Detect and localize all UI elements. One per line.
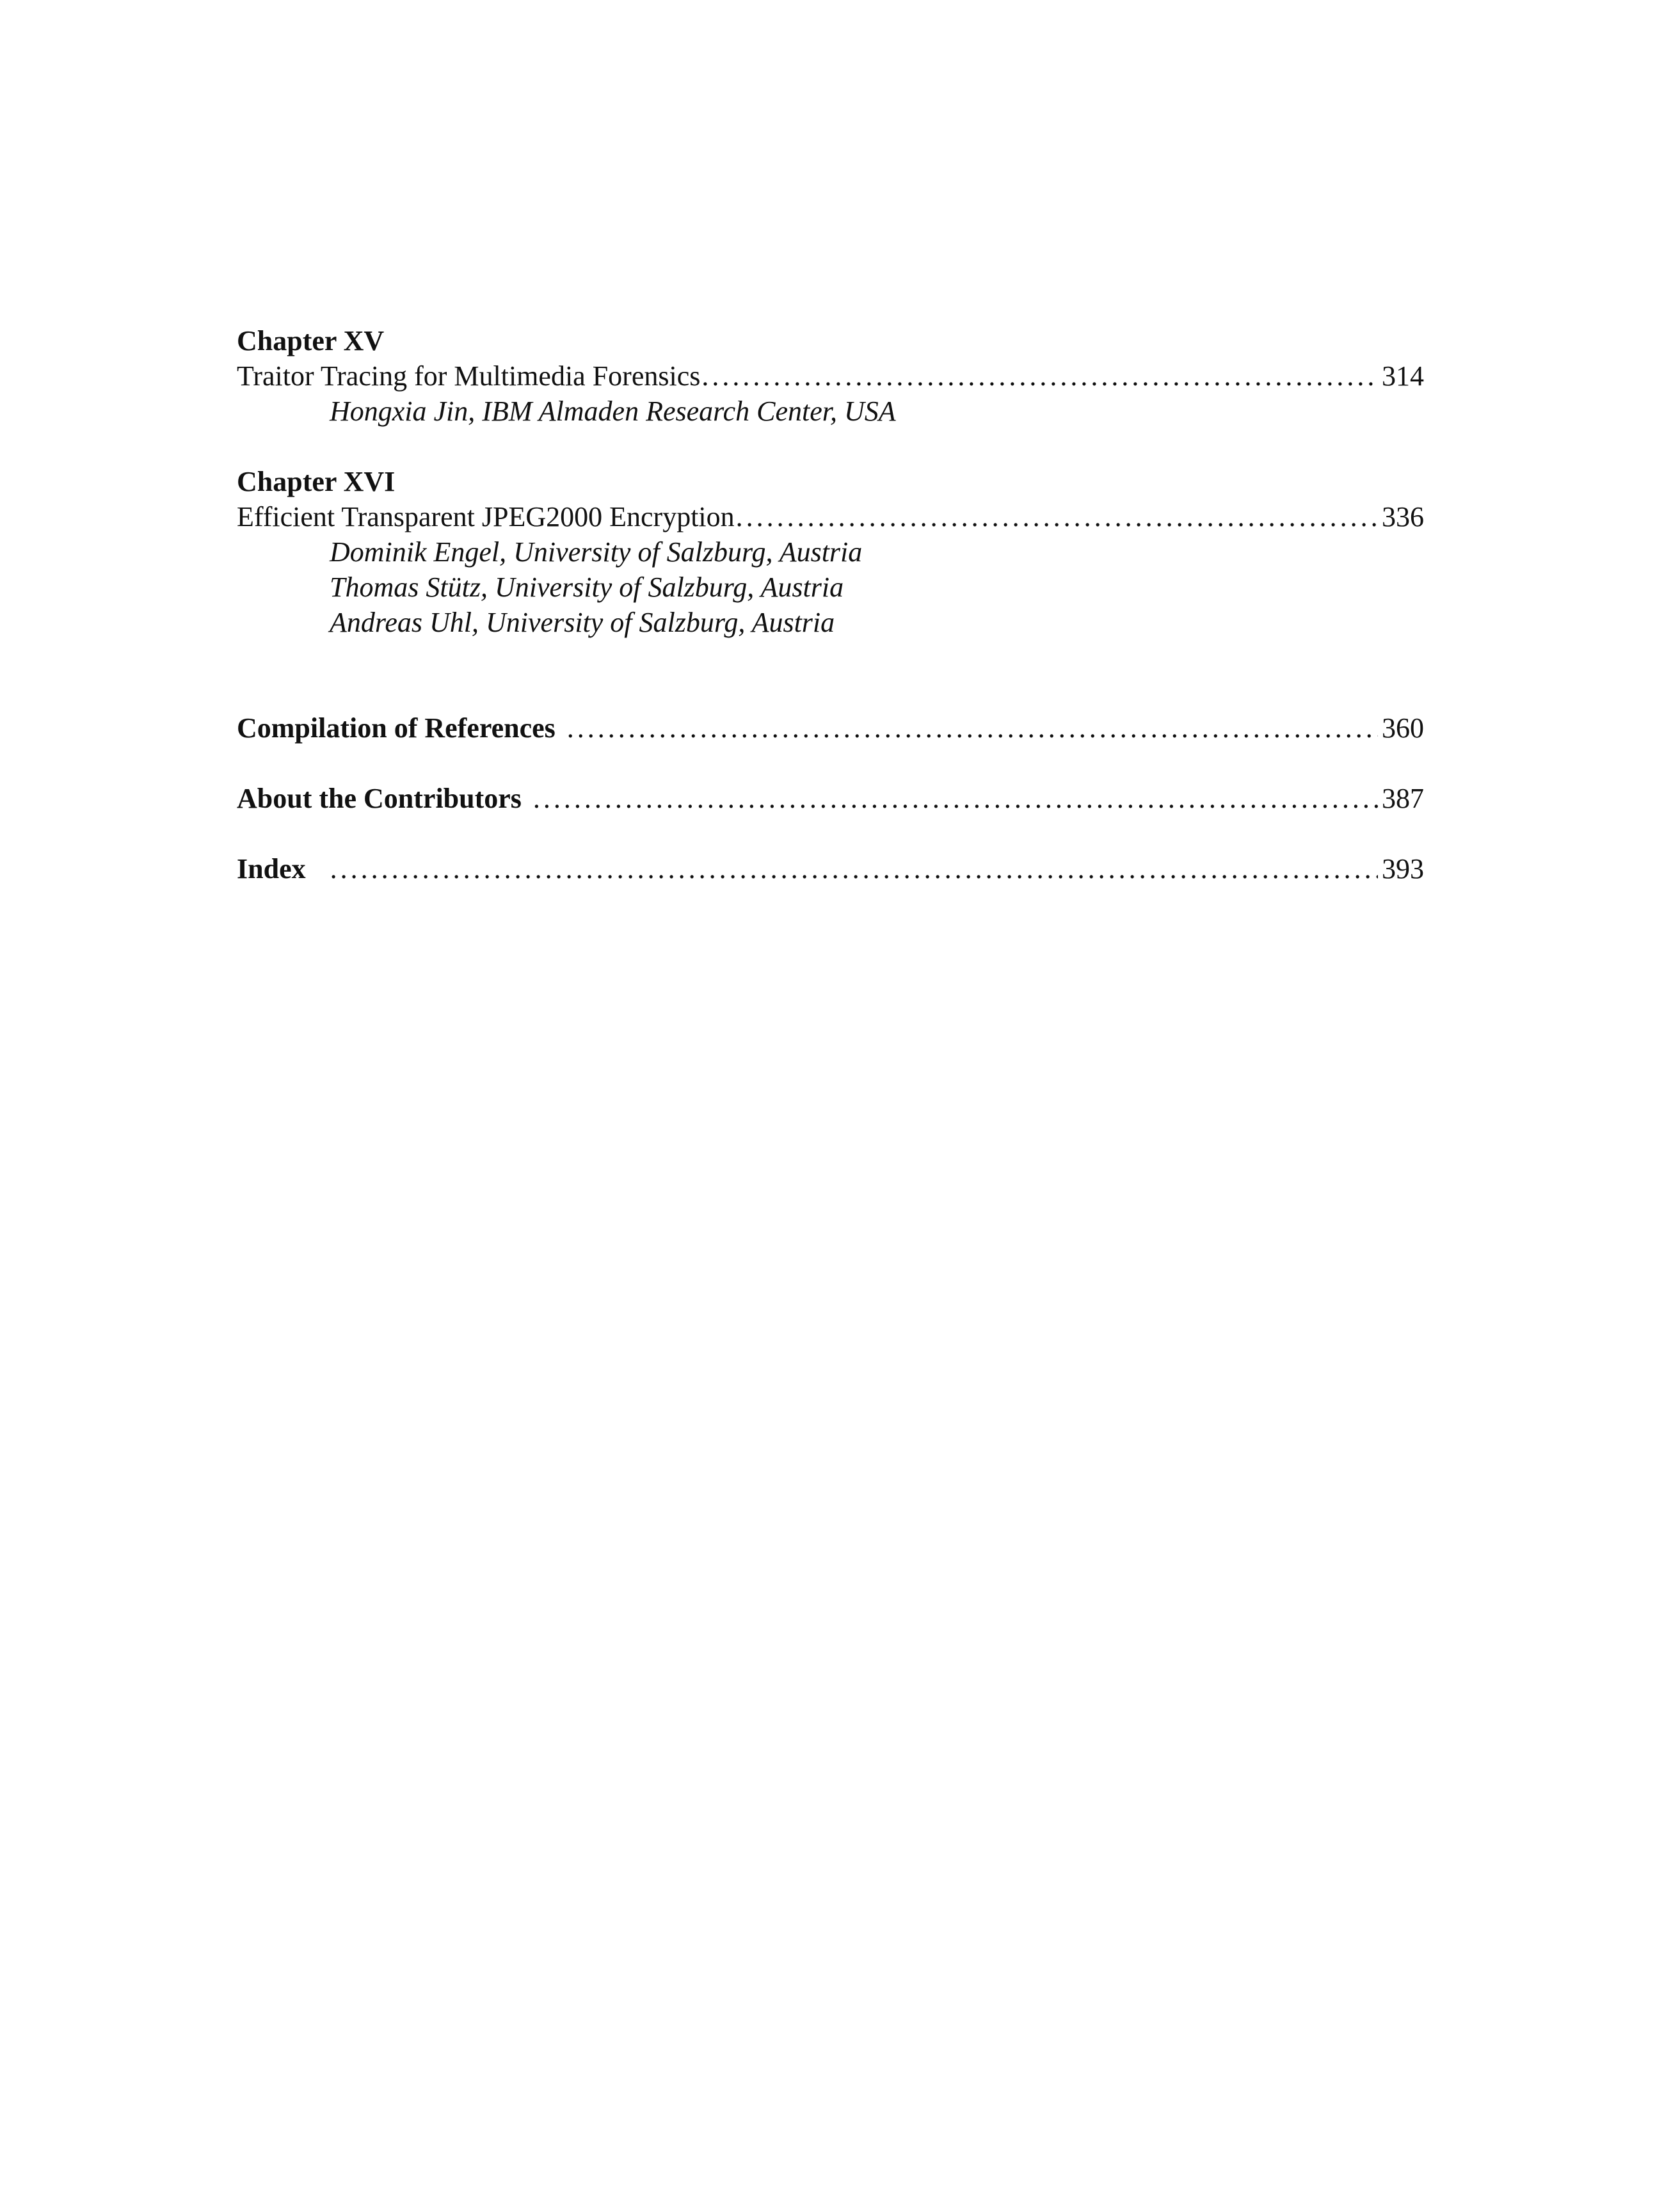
page-number: 314 bbox=[1382, 360, 1424, 392]
chapter-title-line bbox=[237, 499, 1424, 534]
backmatter-entry-references bbox=[237, 710, 1424, 746]
chapter-title: Efficient Transparent JPEG2000 Encryption bbox=[237, 501, 735, 532]
backmatter-title: About the Contributors bbox=[237, 783, 522, 814]
chapter-label: Chapter XVI bbox=[237, 466, 396, 497]
dot-leader bbox=[736, 499, 1378, 534]
dot-leader bbox=[533, 781, 1378, 816]
dot-leader bbox=[701, 358, 1378, 394]
chapter-entry bbox=[237, 464, 1424, 640]
table-of-contents bbox=[237, 323, 1424, 922]
page-number: 336 bbox=[1382, 501, 1424, 532]
backmatter-title: Compilation of References bbox=[237, 712, 556, 744]
backmatter-entry-index bbox=[237, 851, 1424, 886]
chapter-entry bbox=[237, 323, 1424, 429]
chapter-label: Chapter XV bbox=[237, 325, 385, 356]
backmatter-section bbox=[237, 710, 1424, 886]
chapter-author: Hongxia Jin, IBM Almaden Research Center, USA bbox=[330, 396, 896, 427]
chapter-author: Dominik Engel, University of Salzburg, Austria bbox=[330, 536, 863, 568]
chapter-title: Traitor Tracing for Multimedia Forensics bbox=[237, 360, 701, 392]
chapter-author: Andreas Uhl, University of Salzburg, Austria bbox=[330, 607, 835, 638]
dot-leader bbox=[567, 710, 1378, 746]
page-number: 360 bbox=[1382, 712, 1424, 744]
backmatter-entry-contributors bbox=[237, 781, 1424, 816]
page-number: 387 bbox=[1382, 783, 1424, 814]
chapter-title-line bbox=[237, 358, 1424, 394]
backmatter-title: Index bbox=[237, 853, 306, 884]
page-number: 393 bbox=[1382, 853, 1424, 884]
dot-leader bbox=[330, 851, 1378, 886]
chapter-author: Thomas Stütz, University of Salzburg, Austria bbox=[330, 572, 844, 603]
